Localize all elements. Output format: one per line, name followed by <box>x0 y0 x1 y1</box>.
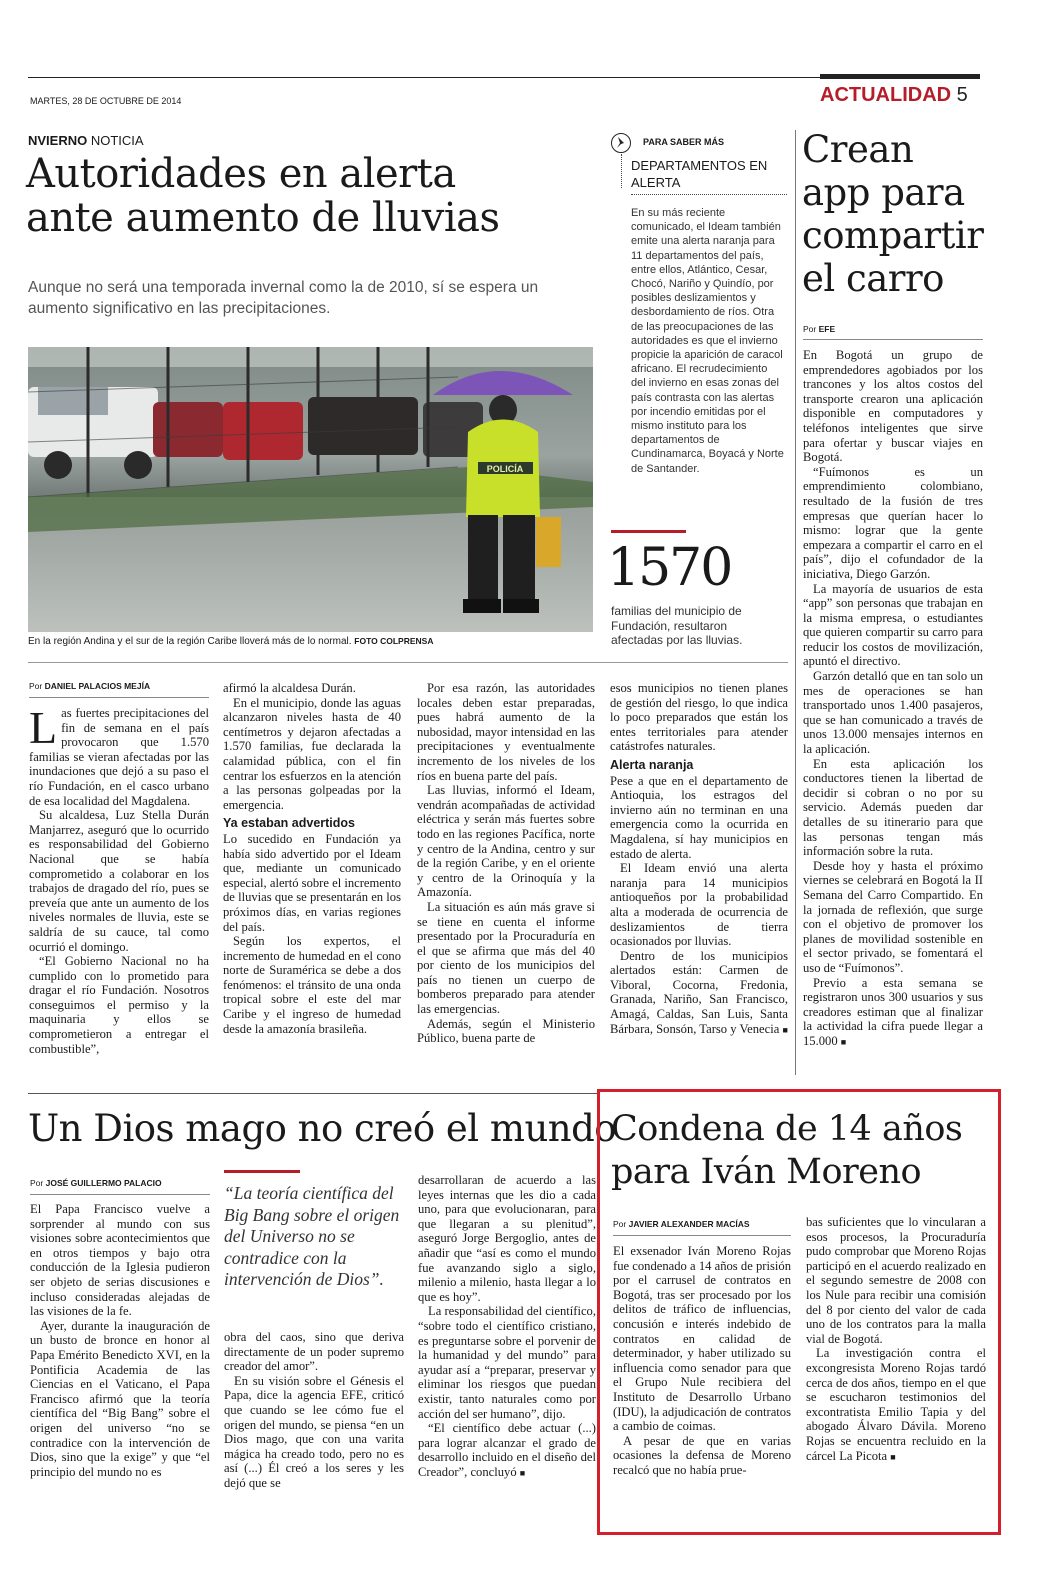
byline-prefix: Por <box>803 324 817 334</box>
sidebar-box <box>605 130 790 530</box>
byline-prefix: Por <box>29 681 43 691</box>
caption-text: En la región Andina y el sur de la región Caribe lloverá más de lo normal. <box>28 636 352 647</box>
main-headline <box>26 152 606 240</box>
para: bas suficientes que lo vincularan a esos procesos, la Procuraduría pudo comprobar que Moreno Rojas participó en el acuerdo realizado en el segundo semestre de 2008 con los Nule para recibir una comisión del 8 por ciento del valor de cada uno de los contratos para la malla vial de Bogotá. <box>806 1215 986 1346</box>
para-text: “El científico debe actuar (...) para lograr alcanzar el grado de desarrollo incluido en el diseño del Creador”, concluyó <box>418 1421 596 1479</box>
para <box>806 1346 986 1464</box>
byline-prefix: Por <box>613 1219 627 1229</box>
main-byline <box>29 681 150 691</box>
para: Pese a que en el departamento de Antioquia, los estragos del invierno aún no terminan en una emergencia como la ocurrida en Magdalena, sí hay municipios en estado de alerta. <box>610 773 788 861</box>
moreno-headline <box>611 1108 996 1194</box>
byline-name: JOSÉ GUILLERMO PALACIO <box>45 1178 162 1188</box>
section-name: ACTUALIDAD <box>820 84 952 106</box>
pull-quote: “La teoría científica del Big Bang sobre el origen del Universo no se contradice con la intervención de Dios”. <box>224 1183 400 1289</box>
main-headline-line2: ante aumento de lluvias <box>26 195 500 241</box>
main-col-4 <box>610 681 788 1037</box>
para: En el municipio, donde las aguas alcanzaron niveles hasta de 40 centímetros y dejaron afectadas a 1.570 familias, fue declarada la calamidad pública, con el fin centrar los esfuerzos en la atención a las personas golpeadas por la emergencia. <box>223 695 401 812</box>
para: Además, según el Ministerio Público, buena parte de <box>417 1016 595 1046</box>
subhead-advertidos: Ya estaban advertidos <box>223 816 356 831</box>
sidebar-label: PARA SABER MÁS <box>643 137 725 147</box>
header-date: MARTES, 28 DE OCTUBRE DE 2014 <box>30 96 182 106</box>
section-divider <box>28 1093 598 1094</box>
byline-name: DANIEL PALACIOS MEJÍA <box>44 681 151 691</box>
para <box>803 976 983 1050</box>
para: A pesar de que en varias ocasiones la defensa de Moreno recalcó que no había prue- <box>613 1433 791 1477</box>
main-headline-line1: Autoridades en alerta <box>26 151 456 197</box>
dios-byline <box>30 1178 162 1188</box>
big-number: 1570 <box>607 538 732 598</box>
para <box>418 1421 596 1480</box>
para: esos municipios no tienen planes de gestión del riesgo, lo que indica lo poco preparados que están los entes territoriales para atender catástrofes naturales. <box>610 681 788 754</box>
para: El Ideam envió una alerta naranja para 14 municipios antioqueños por la probabilidad alta a moderada de ocurrencia de deslizamientos de tierra ocasionados por lluvias. <box>610 861 788 949</box>
byline-name: JAVIER ALEXANDER MACÍAS <box>628 1219 750 1229</box>
byline-name: EFE <box>818 324 836 334</box>
para: “El Gobierno Nacional no ha cumplido con lo prometido para dragar el río Fundación. Nosotros conseguimos el permiso y la maquinaria y ellos se comprometieron a entregar el combustible”, <box>29 954 209 1056</box>
para-text: Previo a esta semana se registraron unos 300 usuarios y sus creadores estiman que al finalizar la actividad la cifra puede llegar a 15.000 <box>803 975 983 1048</box>
para: El exsenador Iván Moreno Rojas fue condenado a 14 años de prisión por el carrusel de contratos en Bogotá, tras ser procesado por los delitos de tráfico de influencias, concusión e interés indebido de contratos en calidad de determinador, y haber utilizado su influencia como senador para que el Grupo Nule recibiera del Instituto de Desarrollo Urbano (IDU), la adjudicación de contratos a cambio de coimas. <box>613 1244 791 1434</box>
moreno-byline <box>613 1219 750 1229</box>
main-photo <box>28 347 593 632</box>
vest-label: POLICÍA <box>486 464 524 474</box>
main-col-3 <box>417 681 595 1046</box>
section-label <box>820 84 968 107</box>
pin-icon <box>611 133 631 153</box>
moreno-headline-line1: Condena de 14 años <box>611 1109 963 1149</box>
para: En esta aplicación los conductores tienen la libertad de decidir si cobran o no por su servicio. Además pueden dar detalles de su itinerario para que las personas tengan más información sobre la ruta. <box>803 756 983 859</box>
para-text: Dentro de los municipios alertados están: Carmen de Viboral, Cocorna, Fredonia, Granada, Nariño, San Francisco, Amagá, Caldas, San Luis, Santa Bárbara, Sonsón, Tarso y Venecia <box>610 948 788 1036</box>
kicker-text: NOTICIA <box>90 133 144 148</box>
sidebar-dotted-rule <box>631 194 787 195</box>
para: Ayer, durante la inauguración de un busto de bronce en honor al Papa Emérito Benedicto XVI, en la Pontificia Academia de las Ciencias en el Vaticano, el Papa Francisco afirmó que la teoría científica del “Big Bang” sobre el origen del universo “no se contradice con la intervención de Dios, sino que la exige” y que “el principio del mundo no es <box>30 1318 210 1479</box>
number-rule <box>611 530 686 533</box>
subhead-alerta: Alerta naranja <box>610 757 694 772</box>
photo-credit: FOTO COLPRENSA <box>354 636 434 646</box>
para: Por esa razón, las autoridades locales deben estar preparadas, pues habrá aumento de la nubosidad, mayor intensidad en las precipitaciones y eventualmente incremento de los niveles de los ríos en buena parte del país. <box>417 681 595 783</box>
moreno-col-1 <box>613 1244 791 1478</box>
end-mark: ■ <box>890 1451 896 1462</box>
para-text: La investigación contra el excongresista Moreno Rojas tardó cerca de dos años, tiempo en el que se escucharon testimonios del excontratista Emilio Tapia y del abogado Álvaro Dávila. Moreno Rojas se encuentra recluido en la cárcel La Picota <box>806 1346 986 1463</box>
byline-prefix: Por <box>30 1178 44 1188</box>
caption-rule <box>28 662 788 663</box>
para: Desde hoy y hasta el próximo viernes se celebrará en Bogotá la II Semana del Carro Compartido. En la jornada de reflexión, que surge con el objetivo de promover los planes de movilidad sostenible en el sector privado, se fomentará el uso de “Fuímonos”. <box>803 858 983 975</box>
app-body <box>803 348 983 1050</box>
photo-illustration <box>28 347 593 632</box>
para: obra del caos, sino que deriva directamente de un poder supremo creador del amor”. <box>224 1330 404 1374</box>
para: Las lluvias, informó el Ideam, vendrán acompañadas de actividad eléctrica y serán más fuertes sobre todo en las regiones Pacífica, norte y centro de la Andina, centro y sur de la región Caribe, y en el oriente y centro de la Orinoquía y la Amazonía. <box>417 783 595 900</box>
dios-col-3 <box>418 1173 596 1480</box>
dios-byline-rule <box>30 1194 210 1195</box>
para-text: as fuertes precipitaciones del fin de semana en el país provocaron que 1.570 familias se vieran afectadas por las inundaciones que dejó a su paso el río Fundación, en el casco urbano de esa localidad del Magdalena. <box>29 706 209 808</box>
photo-caption <box>28 636 593 647</box>
para: afirmó la alcaldesa Durán. <box>223 681 356 695</box>
number-caption: familias del municipio de Fundación, resultaron afectadas por las lluvias. <box>611 604 743 647</box>
para: El Papa Francisco vuelve a sorprender al mundo con sus visiones sobre acontecimientos que en otros tiempos y bajo otra conducción de la Iglesia pudieron ser objeto de serias discusiones e incluso consideradas alejadas de las visiones de la fe. <box>30 1202 210 1319</box>
para: Lo sucedido en Fundación ya había sido advertido por el Ideam que, mediante un comunicado especial, alertó sobre el incremento de lluvias que se presentarán en los próximos días, en varias regiones del país. <box>223 831 401 934</box>
app-byline <box>803 324 835 334</box>
end-mark: ■ <box>519 1467 526 1478</box>
app-byline-rule <box>803 339 983 340</box>
para: La situación es aún más grave si se tiene en cuenta el informe presentado por la Procuraduría en el que se afirma que más del 40 por ciento de los municipios del país no tienen un cuerpo de bomberos preparado para atender las emergencias. <box>417 899 595 1017</box>
dios-col-2 <box>224 1330 404 1491</box>
vertical-rule <box>795 130 796 1075</box>
para: “Fuímonos es un emprendimiento colombiano, resultado de la fusión de tres empresas que querían hacer lo mismo: lograr que la gente empezara a compartir el carro en el país”, dijo el cofundador de la iniciativa, Diego Garzón. <box>803 464 983 581</box>
main-col-2 <box>223 681 401 1036</box>
section-bar <box>820 74 980 79</box>
sidebar-title: DEPARTAMENTOS EN ALERTA <box>631 158 768 190</box>
end-mark: ■ <box>782 1024 788 1035</box>
para: En su visión sobre el Génesis el Papa, dice la agencia EFE, criticó que cuando se lee cómo fue el origen del mundo, se piensa “en un Dios mago, que con una varita mágica ha creado todo, pero no es así (...) Él creó a los seres y les dejó que se <box>224 1373 404 1490</box>
moreno-col-2 <box>806 1215 986 1464</box>
drop-cap: L <box>29 702 58 753</box>
moreno-headline-line2: para Iván Moreno <box>611 1152 922 1192</box>
moreno-byline-rule <box>613 1235 791 1236</box>
dios-headline: Un Dios mago no creó el mundo <box>28 1107 617 1150</box>
para: La responsabilidad del científico, “sobre todo el científico cristiano, es preguntarse sobre el porvenir de la humanidad y del mundo” para ayudar así a “preparar, preservar y eliminar los riesgos que puedan existir, tanto naturales como por acción del ser humano”, dijo. <box>418 1304 596 1421</box>
end-mark: ■ <box>840 1036 847 1047</box>
sidebar-text: En su más reciente comunicado, el Ideam también emite una alerta naranja para 11 departamentos del país, entre ellos, Atlántico, Cesar, Chocó, Nariño y Quindío, por posibles deslizamientos y desbordamiento de ríos. Otra de las preocupaciones de las autoridades es que el invierno propicie la aparición de caracol africano. El recrudecimiento del invierno en esas zonas del país contrasta con las alertas por incendio emitidas por el mismo instituto para los departamentos de Cundinamarca, Boyacá y Norte de Santander. <box>631 207 784 475</box>
kicker <box>28 133 144 148</box>
para: Según los expertos, el incremento de humedad en el cono norte de Suramérica se debe a dos fenómenos: el tránsito de una onda tropical sobre el este del mar Caribe y el ingreso de humedad desde la amazonía brasileña. <box>223 934 401 1036</box>
quote-rule <box>224 1170 300 1173</box>
para: La mayoría de usuarios de esta “app” son personas que trabajan en la misma empresa, o estudiantes que quieren compartir su carro para reducir los costos de movilización, apuntó el directivo. <box>803 581 983 669</box>
para: desarrollaran de acuerdo a las leyes internas que les dio a cada uno, para que evolucionaran, para que llegaran a su plenitud”, aseguró Jorge Bergoglio, antes de añadir que “así es como el mundo fue avanzando siglo a siglo, milenio a milenio, hasta llegar a lo que es hoy”. <box>418 1173 596 1304</box>
para: Su alcaldesa, Luz Stella Durán Manjarrez, aseguró que lo ocurrido es responsabilidad del Gobierno Nacional que se había comprometido a colaborar en los trabajos de dragado del río, pues se preveía que ante un aumento de los niveles normales de lluvia, este se saldría de su cauce, tal como ocurrió el domingo. <box>29 808 209 954</box>
para: En Bogotá un grupo de emprendedores agobiados por los trancones y los altos costos del transporte crearon una aplicación disponible en computadores y teléfonos inteligentes que sirve para ofertar y buscar viajes en Bogotá. <box>803 348 983 465</box>
main-dek: Aunque no será una temporada invernal como la de 2010, sí se espera un aumento significativo en las precipitaciones. <box>28 279 539 317</box>
kicker-bold: NVIERNO <box>28 133 88 148</box>
byline-rule <box>29 697 209 698</box>
dios-col-1 <box>30 1202 210 1479</box>
sidebar-dash <box>621 154 623 188</box>
para <box>610 949 788 1038</box>
para <box>29 702 209 808</box>
app-headline: Crean app para compartir el carro <box>802 128 984 300</box>
main-col-1 <box>29 702 209 1056</box>
page-number: 5 <box>956 84 968 106</box>
para: Garzón detalló que en tan solo un mes de operaciones se han transportado unos 1.400 pasajeros, que se han comunicado a través de unos 13.000 mensajes internos en la aplicación. <box>803 669 983 757</box>
